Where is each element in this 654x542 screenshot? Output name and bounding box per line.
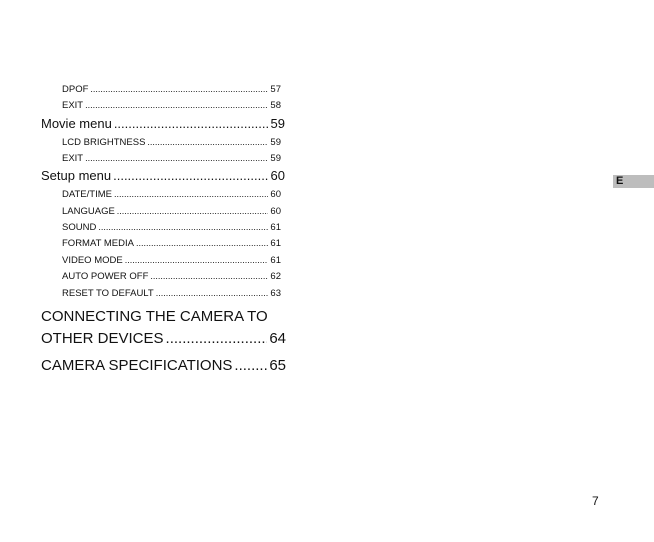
page-number: 7 <box>592 494 599 508</box>
toc-entry-label: DATE/TIME <box>62 189 112 200</box>
toc-heading-connecting-line1: CONNECTING THE CAMERA TO <box>41 308 268 325</box>
toc-entry-page: 59 <box>270 137 281 148</box>
toc-entry-video-mode <box>62 253 281 267</box>
language-tab <box>613 175 654 188</box>
toc-entry-page: 61 <box>270 255 281 266</box>
dot-leader <box>147 135 268 149</box>
dot-leader <box>136 236 268 250</box>
toc-entry-label: LCD BRIGHTNESS <box>62 137 146 148</box>
dot-leader <box>150 269 268 283</box>
toc-entry-auto-power-off <box>62 269 281 283</box>
dot-leader <box>85 98 268 112</box>
toc-entry-lcd-brightness <box>62 135 281 149</box>
toc-entry-page: 58 <box>270 100 281 111</box>
toc-section-movie-menu <box>41 115 285 133</box>
toc-entry-label: DPOF <box>62 84 89 95</box>
dot-leader <box>117 204 269 218</box>
toc-entry-reset-to-default <box>62 286 281 300</box>
toc-entry-exit <box>62 151 281 165</box>
toc-entry-dpof <box>62 82 281 96</box>
toc-section-label: Movie menu <box>41 116 112 131</box>
dot-leader <box>85 151 268 165</box>
toc-entry-label: FORMAT MEDIA <box>62 238 134 249</box>
toc-heading-label: OTHER DEVICES <box>41 330 164 347</box>
toc-entry-label: EXIT <box>62 100 84 111</box>
toc-entry-page: 60 <box>270 189 281 200</box>
toc-entry-page: 61 <box>270 238 281 249</box>
dot-leader <box>113 167 268 185</box>
toc-heading-page: 64 <box>269 330 286 347</box>
toc-entry-page: 57 <box>270 84 281 95</box>
toc-entry-format-media <box>62 236 281 250</box>
toc-entry-label: EXIT <box>62 153 84 164</box>
toc-entry-page: 61 <box>270 222 281 233</box>
toc-entry-label: AUTO POWER OFF <box>62 271 149 282</box>
toc-section-label: Setup menu <box>41 168 112 183</box>
dot-leader <box>166 328 268 350</box>
dot-leader <box>90 82 268 96</box>
dot-leader <box>156 286 269 300</box>
toc-entry-page: 63 <box>270 288 281 299</box>
toc-heading-connecting <box>41 328 286 350</box>
toc-entry-label: RESET TO DEFAULT <box>62 288 154 299</box>
toc-heading-label: CAMERA SPECIFICATIONS <box>41 357 233 374</box>
toc-entry-label: LANGUAGE <box>62 206 115 217</box>
dot-leader <box>125 253 269 267</box>
toc-entry-label: VIDEO MODE <box>62 255 123 266</box>
language-tab-label: E <box>616 175 624 187</box>
toc-entry-exit <box>62 98 281 112</box>
toc-section-page: 60 <box>270 168 285 183</box>
dot-leader <box>234 355 267 377</box>
toc-section-setup-menu <box>41 167 285 185</box>
toc-entry-page: 60 <box>270 206 281 217</box>
toc-section-page: 59 <box>270 116 285 131</box>
toc-entry-page: 59 <box>270 153 281 164</box>
toc-entry-language <box>62 204 281 218</box>
dot-leader <box>98 220 268 234</box>
toc-entry-date-time <box>62 187 281 201</box>
dot-leader <box>114 115 269 133</box>
toc-entry-page: 62 <box>270 271 281 282</box>
toc-heading-page: 65 <box>269 357 286 374</box>
toc-heading-camera-specifications <box>41 355 286 377</box>
dot-leader <box>114 187 268 201</box>
toc-entry-label: SOUND <box>62 222 97 233</box>
toc-entry-sound <box>62 220 281 234</box>
